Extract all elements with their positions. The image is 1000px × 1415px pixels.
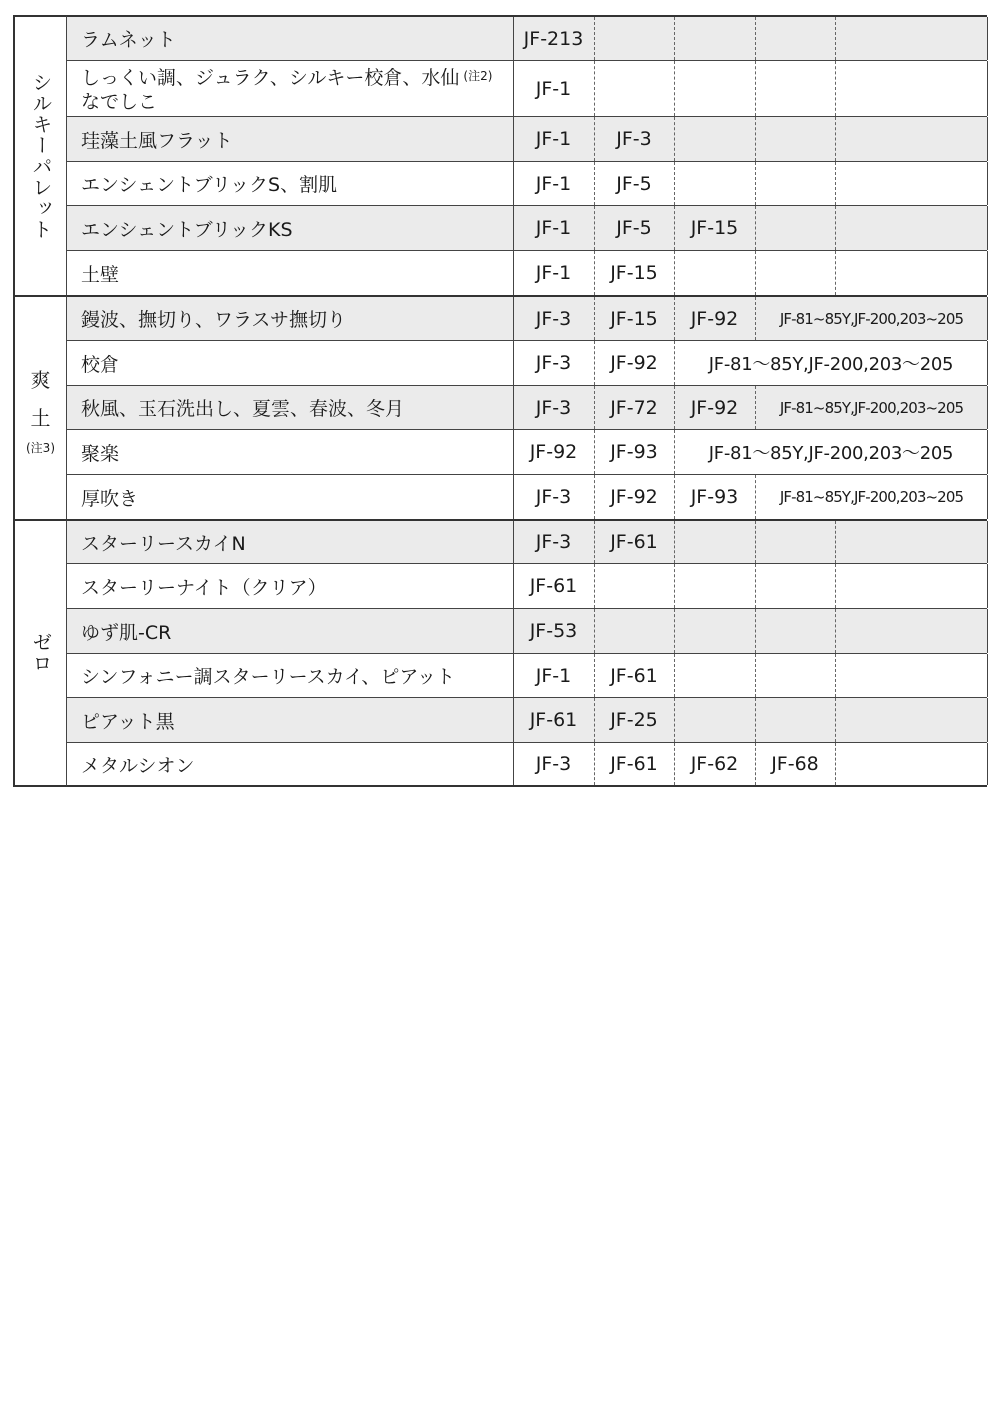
table-row [66, 474, 987, 519]
row-name-line2: なでしこ [81, 90, 158, 113]
row-name: ピアット黒 [81, 710, 175, 733]
code-cell: JF-3 [535, 352, 572, 374]
table-row [66, 60, 987, 116]
code-cell: JF-1 [535, 172, 572, 195]
table-row [66, 429, 987, 474]
code-cell: JF-72 [610, 396, 658, 419]
code-cell-wide: JF-81~85Y,JF-200,203~205 [779, 398, 964, 417]
code-cell-wide: JF-81～85Y,JF-200,203～205 [708, 354, 954, 375]
code-cell: JF-92 [610, 486, 658, 508]
row-name: 鏝波、撫切り、ワラスサ撫切り [81, 309, 347, 331]
table-row [66, 116, 987, 161]
code-cell: JF-93 [690, 486, 739, 508]
code-cell: JF-61 [529, 709, 578, 731]
row-name: 校倉 [81, 353, 120, 376]
code-cell: JF-61 [529, 575, 578, 597]
group-label-soudo [13, 295, 66, 519]
table-row [66, 161, 987, 205]
row-name-note: (注2) [463, 68, 493, 83]
table-row [66, 385, 987, 429]
group-label-text: シルキーパレット [29, 72, 53, 240]
table-row [66, 519, 987, 563]
code-cell: JF-1 [535, 128, 572, 150]
table-row [66, 563, 987, 608]
code-cell: JF-3 [616, 128, 652, 150]
code-cell: JF-3 [535, 753, 572, 775]
compatibility-table [13, 15, 987, 787]
code-cell: JF-68 [771, 753, 819, 775]
group-label-text: ゼロ [29, 632, 53, 674]
row-name: ラムネット [81, 29, 176, 51]
row-name: 珪藻土風フラット [81, 129, 233, 152]
code-cell: JF-61 [610, 664, 658, 687]
row-name-line1: しっくい調、ジュラク、シルキー校倉、水仙 [81, 66, 460, 89]
code-cell: JF-15 [610, 262, 658, 284]
code-cell: JF-1 [535, 262, 572, 284]
row-name: 聚楽 [81, 442, 120, 465]
row-name: エンシェントブリックS、割肌 [81, 174, 338, 196]
code-cell: JF-15 [610, 307, 658, 330]
code-cell: JF-92 [690, 307, 739, 330]
code-cell: JF-213 [523, 27, 584, 50]
code-cell: JF-61 [610, 753, 658, 775]
group-label-char: 爽 [30, 367, 51, 392]
code-cell: JF-3 [535, 307, 572, 330]
row-name: 厚吹き [81, 487, 139, 510]
row-name: スターリーナイト（クリア） [81, 576, 327, 599]
code-cell: JF-3 [535, 486, 572, 508]
code-cell: JF-1 [535, 77, 572, 100]
code-cell: JF-92 [690, 396, 739, 419]
code-cell: JF-1 [535, 217, 572, 239]
table-row [66, 205, 987, 250]
row-name: 秋風、玉石洗出し、夏雲、春波、冬月 [81, 398, 405, 420]
table-row [66, 250, 987, 295]
group-label-zero [13, 519, 66, 787]
table-row [66, 15, 987, 60]
code-cell: JF-15 [690, 217, 739, 239]
code-cell: JF-53 [529, 620, 578, 642]
group-label-note: (注3) [26, 440, 55, 455]
row-name: エンシェントブリックKS [81, 218, 293, 241]
code-cell: JF-5 [616, 217, 652, 239]
group-label-char: 土 [30, 405, 51, 430]
table-row [66, 608, 987, 653]
code-cell-wide: JF-81~85Y,JF-200,203~205 [779, 309, 964, 328]
code-cell: JF-1 [535, 664, 572, 687]
code-cell: JF-92 [529, 441, 578, 463]
row-name: メタルシオン [81, 754, 195, 777]
code-cell: JF-61 [610, 531, 658, 553]
row-name: シンフォニー調スターリースカイ、ピアット [81, 666, 456, 688]
code-cell-wide: JF-81～85Y,JF-200,203～205 [708, 443, 954, 464]
code-cell: JF-25 [610, 709, 658, 731]
code-cell-wide: JF-81~85Y,JF-200,203~205 [779, 488, 964, 506]
group-label-silky-palette [13, 15, 66, 295]
row-name: スターリースカイN [81, 532, 246, 555]
code-cell: JF-62 [690, 753, 739, 775]
code-cell: JF-92 [610, 352, 658, 374]
table-row [66, 295, 987, 340]
row-name: 土壁 [81, 263, 120, 286]
row-name [81, 61, 501, 116]
table-row [66, 697, 987, 742]
table-row [66, 340, 987, 385]
code-cell: JF-3 [535, 396, 572, 419]
code-cell: JF-3 [535, 531, 572, 553]
table-row [66, 653, 987, 697]
table-row [66, 742, 987, 787]
code-cell: JF-93 [610, 441, 658, 463]
code-cell: JF-5 [616, 172, 652, 195]
row-name: ゆず肌-CR [81, 621, 172, 644]
